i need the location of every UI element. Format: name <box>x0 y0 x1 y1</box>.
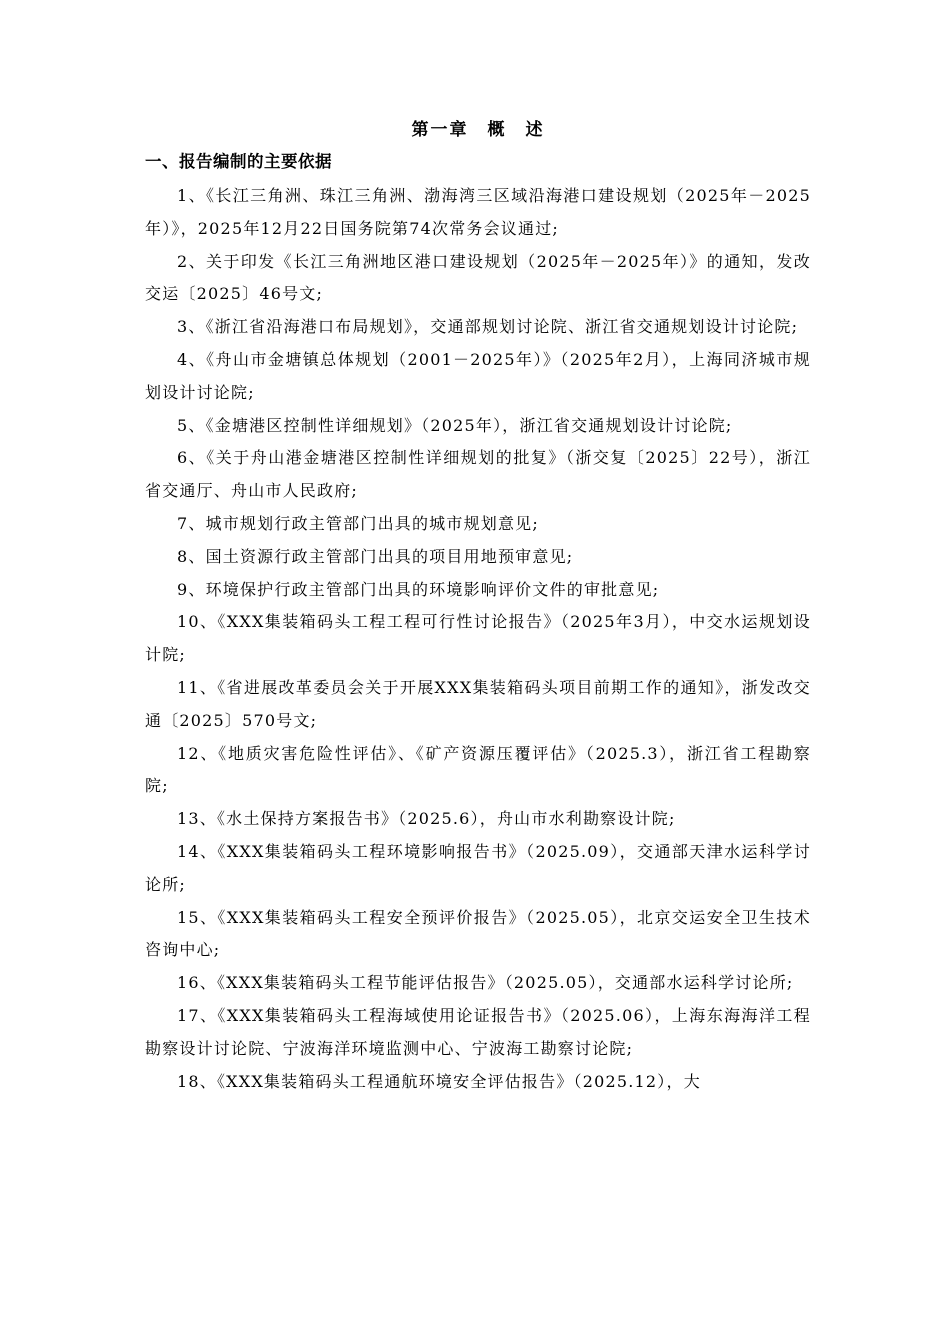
list-item: 6、《关于舟山港金塘港区控制性详细规划的批复》（浙交复〔2025〕22号），浙江省交通厅、舟山市人民政府; <box>145 448 811 501</box>
list-item: 4、《舟山市金塘镇总体规划（2001－2025年）》（2025年2月），上海同济城市规划设计讨论院; <box>145 349 811 402</box>
list-item: 10、《XXX集装箱码头工程工程可行性讨论报告》（2025年3月），中交水运规划设计院; <box>145 612 811 665</box>
chapter-title: 第一章 概 述 <box>411 120 545 140</box>
list-item: 1、《长江三角洲、珠江三角洲、渤海湾三区域沿海港口建设规划（2025年－2025年）》，2025年12月22日国务院第74次常务会议通过; <box>145 186 811 238</box>
list-item: 7、城市规划行政主管部门出具的城市规划意见; <box>177 513 539 533</box>
list-item: 18、《XXX集装箱码头工程通航环境安全评估报告》（2025.12），大 <box>177 1071 701 1091</box>
basis-list <box>145 180 811 1098</box>
list-item: 5、《金塘港区控制性详细规划》（2025年），浙江省交通规划设计讨论院; <box>177 415 733 435</box>
list-item: 8、国土资源行政主管部门出具的项目用地预审意见; <box>177 546 574 566</box>
list-item: 13、《水土保持方案报告书》（2025.6），舟山市水利勘察设计院; <box>177 809 676 829</box>
list-item: 15、《XXX集装箱码头工程安全预评价报告》（2025.05），北京交运安全卫生技术咨询中心; <box>145 907 811 960</box>
list-item: 11、《省进展改革委员会关于开展XXX集装箱码头项目前期工作的通知》，浙发改交通〔2025〕570号文; <box>145 677 811 730</box>
list-item: 9、环境保护行政主管部门出具的环境影响评价文件的审批意见; <box>177 579 660 599</box>
document-page <box>145 118 811 1098</box>
list-item: 3、《浙江省沿海港口布局规划》，交通部规划讨论院、浙江省交通规划设计讨论院; <box>177 317 799 337</box>
list-item: 2、关于印发《长江三角洲地区港口建设规划（2025年－2025年）》的通知，发改交运〔2025〕46号文; <box>145 251 811 304</box>
list-item: 14、《XXX集装箱码头工程环境影响报告书》（2025.09），交通部天津水运科学讨论所; <box>145 841 811 894</box>
list-item: 16、《XXX集装箱码头工程节能评估报告》（2025.05），交通部水运科学讨论所; <box>177 973 794 993</box>
list-item: 12、《地质灾害危险性评估》、《矿产资源压覆评估》（2025.3），浙江省工程勘察院; <box>145 743 811 796</box>
section-title: 一、报告编制的主要依据 <box>145 152 332 171</box>
list-item: 17、《XXX集装箱码头工程海域使用论证报告书》（2025.06），上海东海海洋工程勘察设计讨论院、宁波海洋环境监测中心、宁波海工勘察讨论院; <box>145 1005 811 1058</box>
